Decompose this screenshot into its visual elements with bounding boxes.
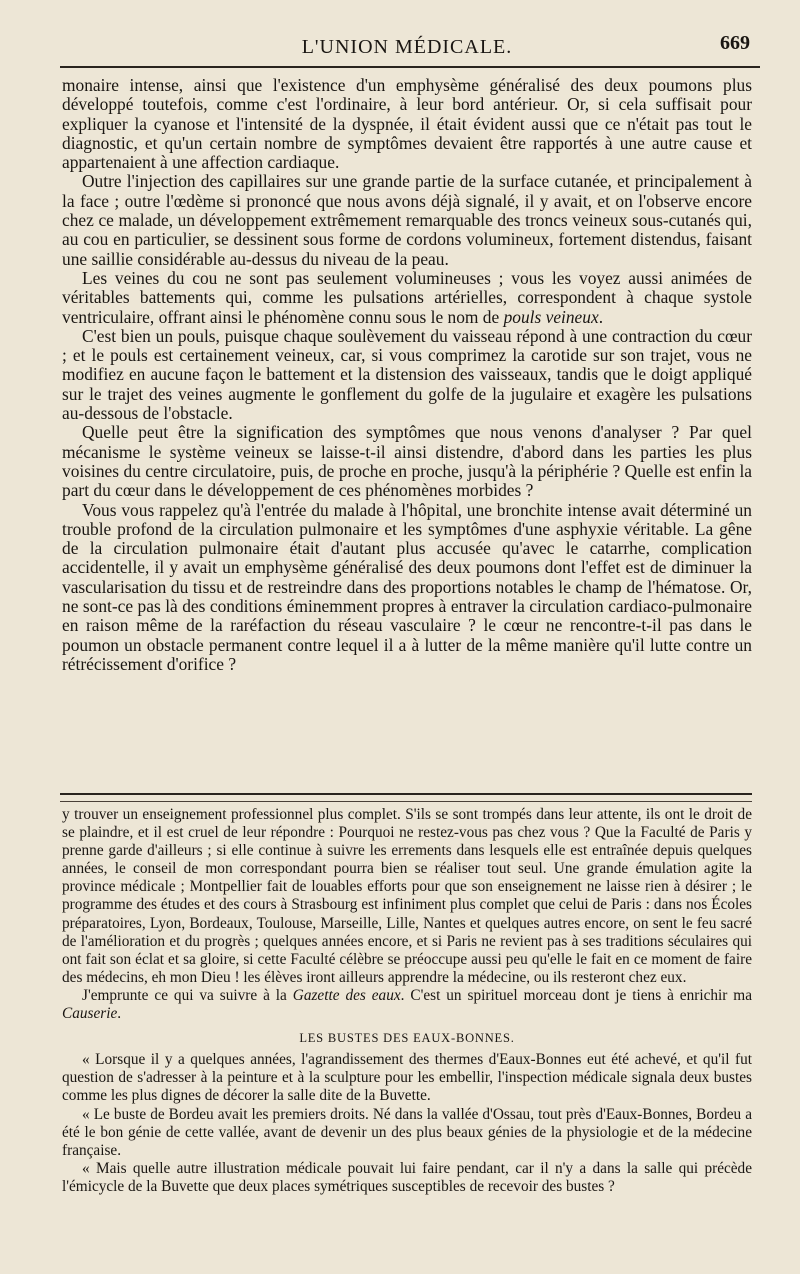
paragraph: C'est bien un pouls, puisque chaque soulèvement du vaisseau répond à une contraction du cœur ; et le pouls est certainement veineux, car, si vous comprimez la carotide sur son trajet, vous ne modifiez en aucune façon le battement et la distension des vaisseaux, tandis que le doigt appliqué sur le trajet des veines augmente le gonflement du golfe de la jugulaire et exagère les pulsations au-dessous de l'obstacle. <box>62 325 752 424</box>
paragraph-text: . <box>598 306 604 327</box>
italic-term: pouls veineux <box>503 306 599 327</box>
paragraph: Outre l'injection des capillaires sur une grande partie de la surface cutanée, et principalement à la face ; outre l'œdème si prononcé que nous avons déjà signalé, il y avait, et on l'observe encore chez ce malade, un développement extrêmement remarquable des troncs veineux sous-cutanés qui, au cou en particulier, se dessinent sous forme de cordons volumineux, fortement distendus, faisant une saillie considérable au-dessus du niveau de la peau. <box>62 171 752 269</box>
section-heading: LES BUSTES DES EAUX-BONNES. <box>299 1031 515 1046</box>
section-divider <box>60 793 752 802</box>
paragraph-text: . C'est un spirituel morceau dont je tiens à enrichir ma <box>400 986 752 1004</box>
running-title: L'UNION MÉDICALE. <box>301 36 513 58</box>
main-text <box>62 76 752 674</box>
feuilleton <box>62 806 752 1196</box>
paragraph-text: J'emprunte ce qui va suivre à la <box>82 986 293 1004</box>
paragraph: « Le buste de Bordeu avait les premiers droits. Né dans la vallée d'Ossau, tout près d'Eaux-Bonnes, Bordeu a été le bon génie de cette vallée, avant de devenir un des plus beaux génies de la physiologie et de la médecine française. <box>62 1105 752 1159</box>
page-number: 669 <box>720 32 750 54</box>
header-rule <box>60 66 760 68</box>
page-header <box>62 32 752 62</box>
paragraph: y trouver un enseignement professionnel plus complet. S'ils se sont trompés dans leur attente, ils ont le droit de se plaindre, et il est cruel de leur répondre : Pourquoi ne restez-vous pas chez vous ? Que la Faculté de Paris y prenne garde d'ailleurs ; si elle continue à suivre les errements dans lesquels elle est entraînée depuis quelques années, le conseil de mon correspondant pourra bien se réaliser tout seul. Une grande émulation agite la province médicale ; Montpellier fait de louables efforts pour que son enseignement ne laisse rien à désirer ; le programme des études et des cours à Strasbourg est infiniment plus complet que celui de Paris : dans nos Écoles préparatoires, Lyon, Bordeaux, Toulouse, Marseille, Lille, Nantes et quelques autres encore, on sent le feu sacré de l'amélioration et du progrès ; quelques années encore, et si Paris ne revient pas à ses traditions séculaires qui ont fait son éclat et sa gloire, si cette Faculté célèbre se préoccupe aussi peu qu'elle le fait en ce moment de faire des médecins, eh mon Dieu ! les élèves iront ailleurs apprendre la médecine, ou ils resteront chez eux. <box>62 806 752 986</box>
paragraph: « Mais quelle autre illustration médicale pouvait lui faire pendant, car il n'y a dans la salle qui précède l'émicycle de la Buvette que deux places symétriques susceptibles de recevoir des bustes ? <box>62 1159 752 1195</box>
paragraph-text: Les veines du cou ne sont pas seulement volumineuses ; vous les voyez aussi animées de véritables battements qui, comme les pulsations artérielles, correspondent à chaque systole ventriculaire, offrant ainsi le phénomène connu sous le nom de <box>62 267 752 327</box>
italic-title: Causerie <box>62 1005 118 1023</box>
italic-title: Gazette des eaux <box>292 986 401 1004</box>
paragraph: Vous vous rappelez qu'à l'entrée du malade à l'hôpital, une bronchite intense avait déterminé un trouble profond de la circulation pulmonaire et les symptômes d'une asphyxie véritable. La gêne de la circulation pulmonaire était d'autant plus accusée qu'avec le catarrhe, complication accidentelle, il y avait un emphysème généralisé des deux poumons dont l'effet est de diminuer la vascularisation du tissu et de restreindre dans des proportions notables le champ de l'hématose. Or, ne sont-ce pas là des conditions éminemment propres à entraver la circulation cardiaco-pulmonaire en raison même de la raréfaction du réseau vasculaire ? le cœur ne rencontre-t-il pas dans le poumon un obstacle permanent contre lequel il a à lutter de la même manière qu'il lutte contre un rétrécissement d'orifice ? <box>62 499 752 674</box>
paragraph-text: . <box>117 1005 122 1023</box>
paragraph <box>62 987 752 1023</box>
paragraph: monaire intense, ainsi que l'existence d'un emphysème généralisé des deux poumons plus développé toutefois, comme c'est l'ordinaire, à leur bord antérieur. Or, si cela suffisait pour expliquer la cyanose et l'intensité de la dyspnée, il était évident aussi que ce n'était pas tout le diagnostic, et qu'un certain nombre de symptômes devaient être rapportés à une autre cause et appartenaient à une affection cardiaque. <box>62 75 752 173</box>
paragraph: Quelle peut être la signification des symptômes que nous venons d'analyser ? Par quel mécanisme le système veineux se laisse-t-il ainsi distendre, d'abord dans les parties les plus voisines du centre circulatoire, puis, de proche en proche, jusqu'à la périphérie ? Quelle est enfin la part du cœur dans le développement de ces phénomènes morbides ? <box>62 422 752 501</box>
paragraph: « Lorsque il y a quelques années, l'agrandissement des thermes d'Eaux-Bonnes eut été achevé, et qu'il fut question de s'adresser à la peinture et à la sculpture pour les embellir, l'inspection médicale signala deux bustes comme les plus dignes de décorer la salle dite de la Buvette. <box>62 1051 752 1105</box>
paragraph <box>62 269 752 327</box>
